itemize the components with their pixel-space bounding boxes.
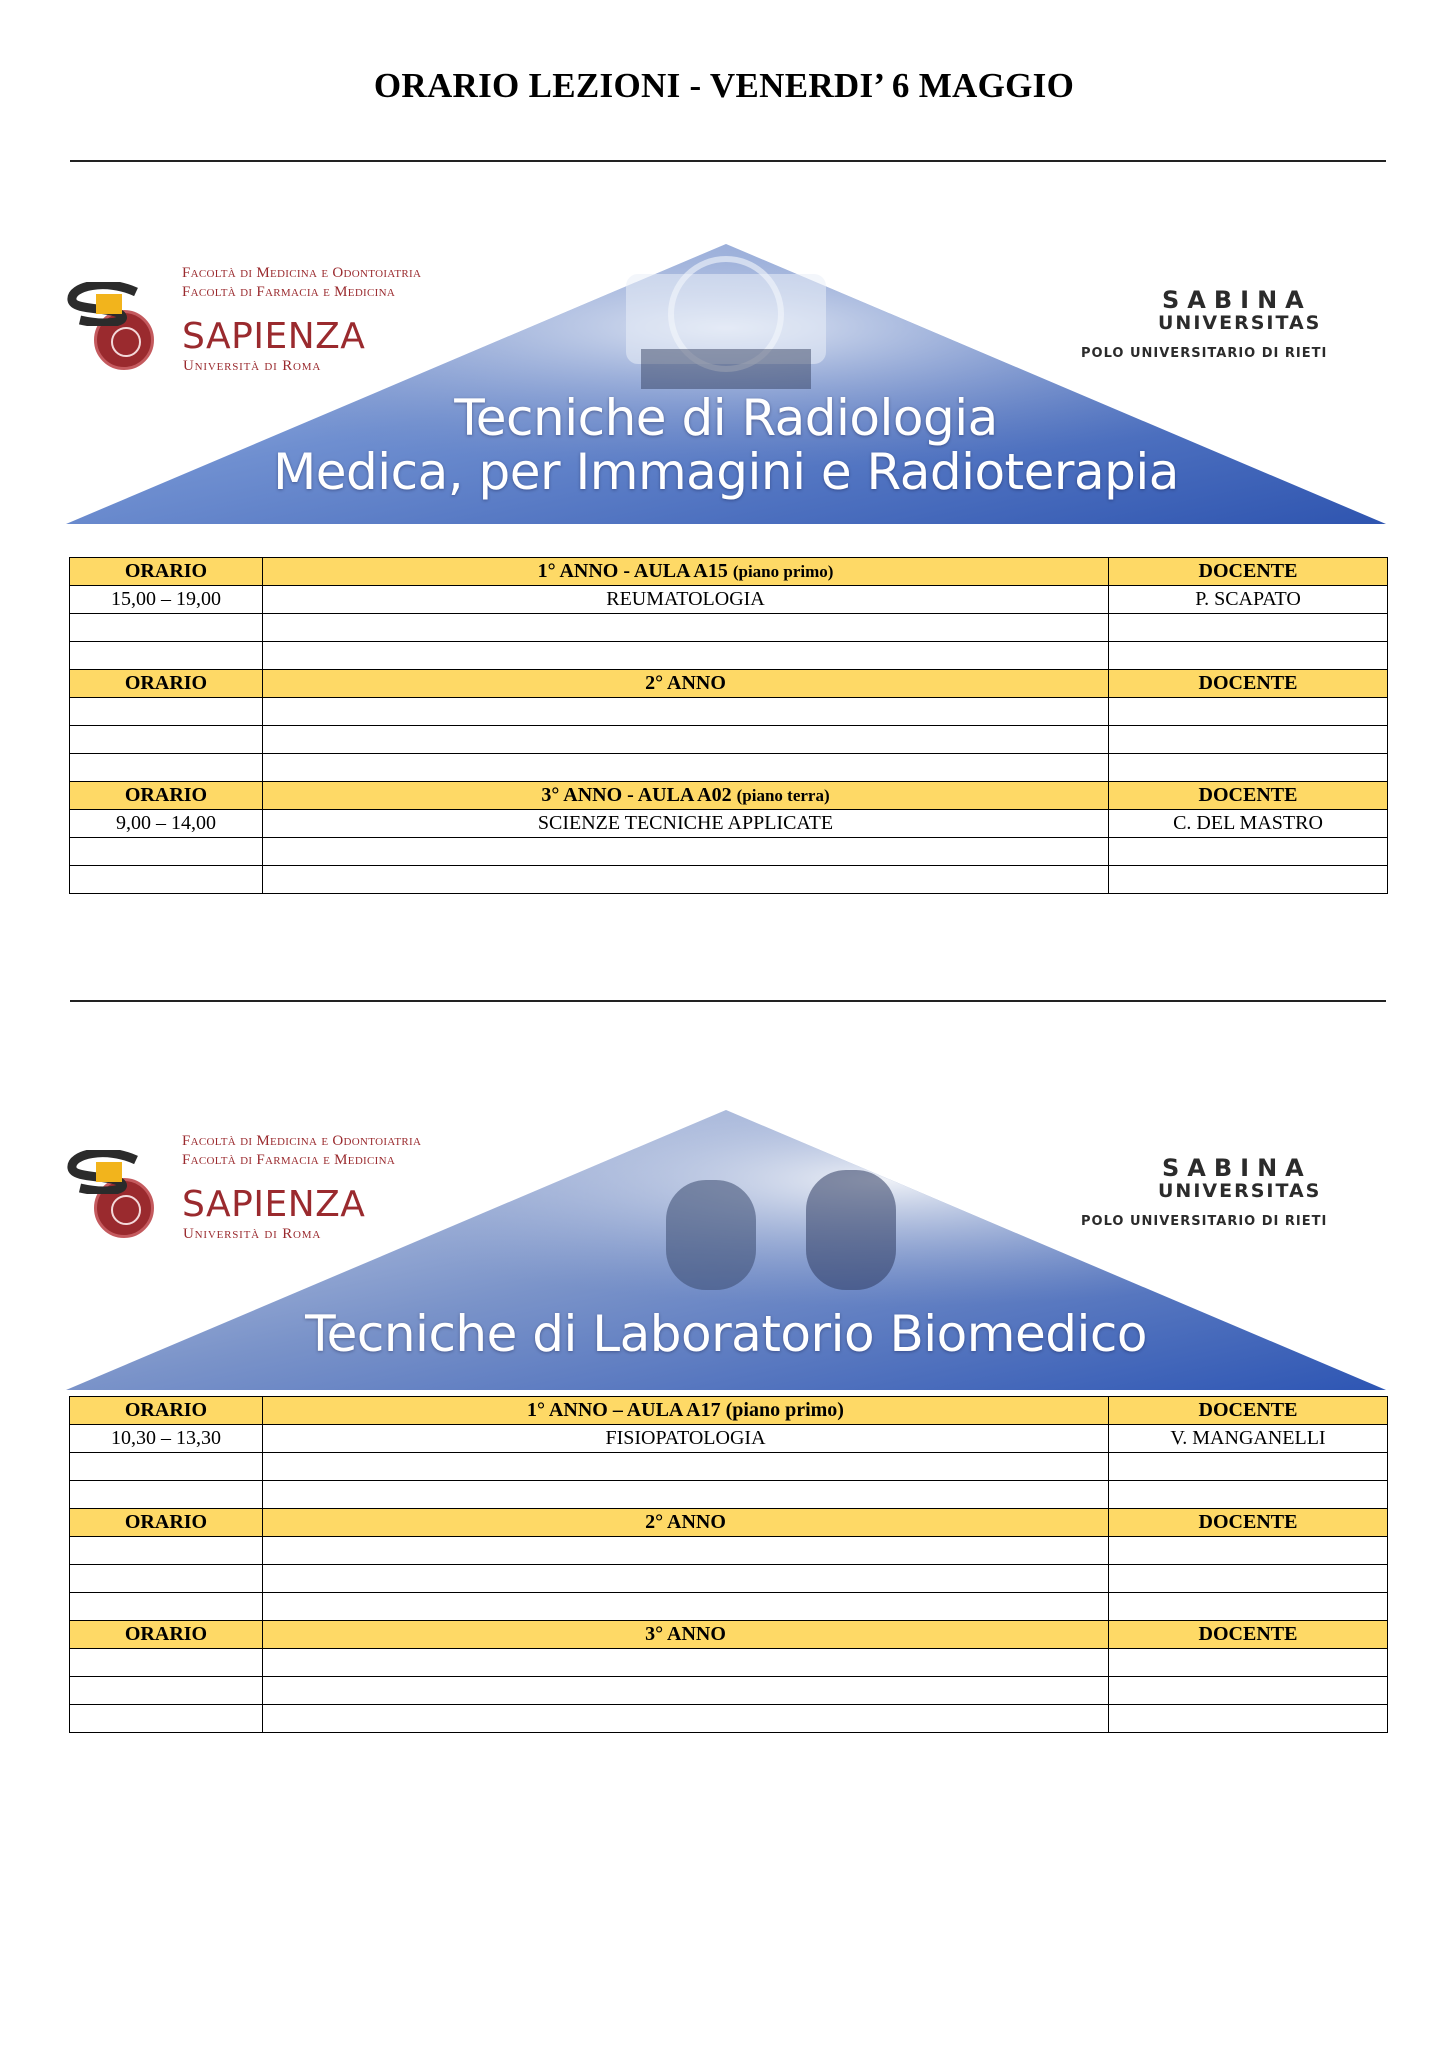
table-row (70, 1425, 1388, 1453)
sabina-mark-icon (66, 282, 146, 326)
subject-cell (263, 1593, 1109, 1621)
docente-cell (1109, 1481, 1388, 1509)
docente-cell: C. DEL MASTRO (1109, 810, 1388, 838)
orario-cell (70, 754, 263, 782)
orario-header: ORARIO (70, 1397, 263, 1425)
subject-cell (263, 1565, 1109, 1593)
subject-cell (263, 1453, 1109, 1481)
docente-cell: P. SCAPATO (1109, 586, 1388, 614)
table-row (70, 1565, 1388, 1593)
polo-rieti-label: POLO UNIVERSITARIO DI RIETI (1081, 346, 1328, 361)
table-row (70, 1481, 1388, 1509)
table-row (70, 754, 1388, 782)
table-header-row (70, 1509, 1388, 1537)
laboratory-banner (66, 1110, 1386, 1390)
docente-header: DOCENTE (1109, 558, 1388, 586)
docente-cell (1109, 1705, 1388, 1733)
orario-header: ORARIO (70, 558, 263, 586)
table-row (70, 586, 1388, 614)
middle-divider (70, 1000, 1386, 1002)
faculty-line-2: Facoltà di Farmacia e Medicina (182, 1152, 396, 1168)
subject-cell (263, 754, 1109, 782)
orario-cell (70, 1705, 263, 1733)
banner-title-line2: Medica, per Immagini e Radioterapia (273, 443, 1179, 501)
universitas-logo: UNIVERSITAS (1158, 1180, 1322, 1202)
subject-cell (263, 1481, 1109, 1509)
orario-cell (70, 1453, 263, 1481)
table-row (70, 1453, 1388, 1481)
sabina-logo: SABINA (1162, 286, 1312, 314)
orario-cell (70, 1565, 263, 1593)
orario-cell: 10,30 – 13,30 (70, 1425, 263, 1453)
year-header (263, 782, 1109, 810)
docente-cell (1109, 726, 1388, 754)
sabina-logo: SABINA (1162, 1154, 1312, 1182)
orario-header: ORARIO (70, 1509, 263, 1537)
subject-cell (263, 1537, 1109, 1565)
orario-cell (70, 1649, 263, 1677)
sapienza-logo: SAPIENZA (182, 1184, 366, 1225)
subject-cell (263, 1649, 1109, 1677)
laboratory-schedule-table (69, 1396, 1388, 1733)
docente-cell (1109, 1593, 1388, 1621)
docente-header: DOCENTE (1109, 1509, 1388, 1537)
table-row (70, 726, 1388, 754)
docente-cell (1109, 642, 1388, 670)
year-header: 1° ANNO – AULA A17 (piano primo) (263, 1397, 1109, 1425)
table-row (70, 866, 1388, 894)
sapienza-subtitle: Università di Roma (183, 358, 322, 374)
table-row (70, 1705, 1388, 1733)
docente-header: DOCENTE (1109, 670, 1388, 698)
polo-rieti-label: POLO UNIVERSITARIO DI RIETI (1081, 1214, 1328, 1229)
orario-cell (70, 1593, 263, 1621)
docente-cell (1109, 1453, 1388, 1481)
subject-cell (263, 866, 1109, 894)
table-row (70, 642, 1388, 670)
docente-cell (1109, 1677, 1388, 1705)
year-header (263, 558, 1109, 586)
orario-cell (70, 1481, 263, 1509)
docente-header: DOCENTE (1109, 782, 1388, 810)
orario-cell (70, 614, 263, 642)
docente-cell (1109, 1565, 1388, 1593)
table-header-row (70, 558, 1388, 586)
orario-header: ORARIO (70, 782, 263, 810)
banner-title-line1: Tecniche di Radiologia (454, 389, 998, 447)
subject-cell: SCIENZE TECNICHE APPLICATE (263, 810, 1109, 838)
faculty-line-1: Facoltà di Medicina e Odontoiatria (182, 1133, 422, 1149)
docente-cell (1109, 754, 1388, 782)
orario-header: ORARIO (70, 1621, 263, 1649)
year-note: (piano terra) (736, 786, 830, 805)
year-header: 2° ANNO (263, 1509, 1109, 1537)
sapienza-logo: SAPIENZA (182, 316, 366, 357)
subject-cell (263, 1677, 1109, 1705)
table-row (70, 1677, 1388, 1705)
year-title: 1° ANNO - AULA A15 (537, 560, 728, 582)
orario-cell (70, 1537, 263, 1565)
orario-cell (70, 866, 263, 894)
table-row (70, 810, 1388, 838)
table-header-row (70, 1621, 1388, 1649)
subject-cell (263, 838, 1109, 866)
subject-cell: FISIOPATOLOGIA (263, 1425, 1109, 1453)
table-row (70, 838, 1388, 866)
table-row (70, 1649, 1388, 1677)
orario-cell (70, 1677, 263, 1705)
table-row (70, 1593, 1388, 1621)
year-note: (piano primo) (732, 562, 834, 581)
orario-cell: 15,00 – 19,00 (70, 586, 263, 614)
faculty-line-2: Facoltà di Farmacia e Medicina (182, 284, 396, 300)
radiology-schedule-table (69, 557, 1388, 894)
year-header: 2° ANNO (263, 670, 1109, 698)
subject-cell: REUMATOLOGIA (263, 586, 1109, 614)
table-row (70, 1537, 1388, 1565)
universitas-logo: UNIVERSITAS (1158, 312, 1322, 334)
table-row (70, 698, 1388, 726)
orario-cell (70, 642, 263, 670)
subject-cell (263, 726, 1109, 754)
subject-cell (263, 1705, 1109, 1733)
docente-cell (1109, 614, 1388, 642)
table-header-row (70, 782, 1388, 810)
radiology-banner (66, 244, 1386, 524)
sabina-mark-icon (66, 1150, 146, 1194)
top-divider (70, 160, 1386, 162)
year-header: 3° ANNO (263, 1621, 1109, 1649)
docente-cell (1109, 866, 1388, 894)
sapienza-subtitle: Università di Roma (183, 1226, 322, 1242)
subject-cell (263, 642, 1109, 670)
table-header-row (70, 1397, 1388, 1425)
docente-cell (1109, 698, 1388, 726)
table-header-row (70, 670, 1388, 698)
subject-cell (263, 614, 1109, 642)
page-title: ORARIO LEZIONI - VENERDI’ 6 MAGGIO (373, 66, 1075, 105)
faculty-line-1: Facoltà di Medicina e Odontoiatria (182, 265, 422, 281)
docente-cell: V. MANGANELLI (1109, 1425, 1388, 1453)
docente-cell (1109, 838, 1388, 866)
orario-header: ORARIO (70, 670, 263, 698)
orario-cell (70, 698, 263, 726)
year-title: 3° ANNO - AULA A02 (541, 784, 732, 806)
subject-cell (263, 698, 1109, 726)
docente-cell (1109, 1537, 1388, 1565)
orario-cell: 9,00 – 14,00 (70, 810, 263, 838)
docente-header: DOCENTE (1109, 1621, 1388, 1649)
docente-cell (1109, 1649, 1388, 1677)
banner-title-line1: Tecniche di Laboratorio Biomedico (305, 1305, 1147, 1363)
orario-cell (70, 838, 263, 866)
orario-cell (70, 726, 263, 754)
docente-header: DOCENTE (1109, 1397, 1388, 1425)
table-row (70, 614, 1388, 642)
